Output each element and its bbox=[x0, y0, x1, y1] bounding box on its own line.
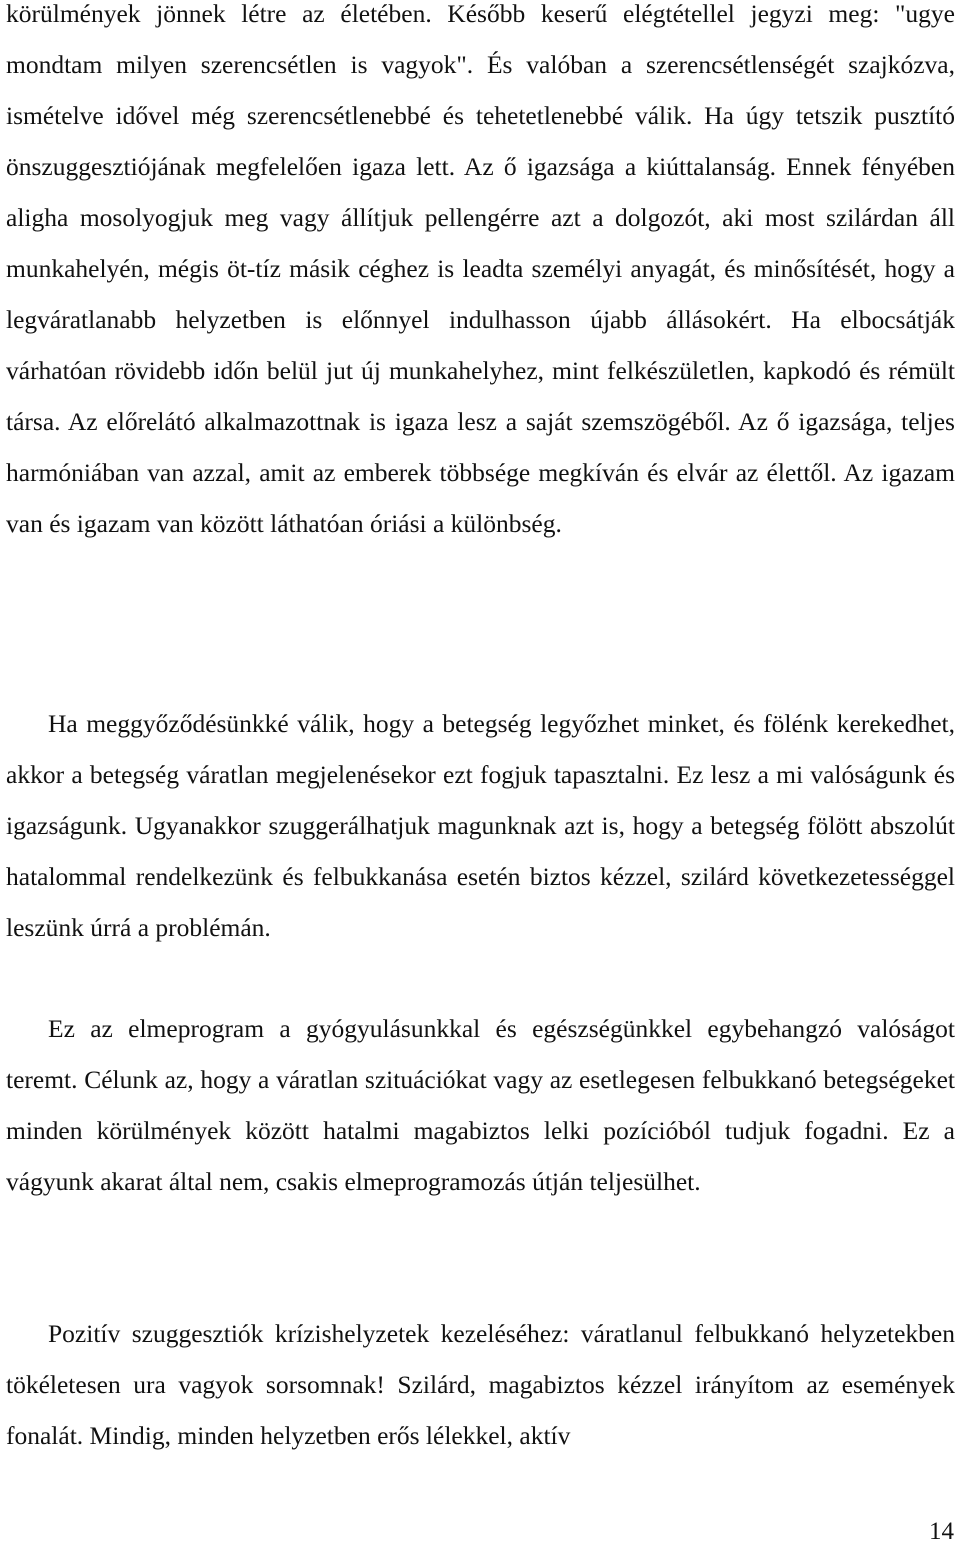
page-number: 14 bbox=[929, 1518, 954, 1545]
paragraph-2: Ha meggyőződésünkké válik, hogy a betegség legyőzhet minket, és fölénk kerekedhet, akkor a betegség váratlan megjelenésekor ezt fogjuk tapasztalni. Ez lesz a mi valóságunk és igazságunk. Ugyanakkor szuggerálhatjuk magunknak azt is, hogy a betegség fölött abszolút hatalommal rendelkezünk és felbukkanása esetén biztos kézzel, szilárd következetességgel leszünk úrrá a problémán. bbox=[6, 709, 955, 942]
paragraph-1: körülmények jönnek létre az életében. Később keserű elégtétellel jegyzi meg: "ugye mondtam milyen szerencsétlen is vagyok". És valóban a szerencsétlenségét szajkózva, ismételve idővel még szerencsétlenebbé és tehetetlenebbé válik. Ha úgy tetszik pusztító önszuggesztiójának megfelelően igaza lett. Az ő igazsága a kiúttalanság. Ennek fényében aligha mosolyogjuk meg vagy állítjuk pellengérre azt a dolgozót, aki most szilárdan áll munkahelyén, mégis öt-tíz másik céghez is leadta személyi anyagát, és minősítését, hogy a legváratlanabb helyzetben is előnnyel indulhasson újabb állásokért. Ha elbocsátják várhatóan rövidebb időn belül jut új munkahelyhez, mint felkészületlen, kapkodó és rémült társa. Az előrelátó alkalmazottnak is igaza lesz a saját szemszögéből. Az ő igazsága, teljes harmóniában van azzal, amit az emberek többsége megkíván és elvár az élettől. Az igazam van és igazam van között láthatóan óriási a különbség. bbox=[6, 0, 955, 538]
paragraph-4: Pozitív szuggesztiók krízishelyzetek kezeléséhez: váratlanul felbukkanó helyzetekben tökéletesen ura vagyok sorsomnak! Szilárd, magabiztos kézzel irányítom az események fonalát. Mindig, minden helyzetben erős lélekkel, aktív bbox=[6, 1319, 955, 1450]
paragraph-3: Ez az elmeprogram a gyógyulásunkkal és egészségünkkel egybehangzó valóságot teremt. Célunk az, hogy a váratlan szituációkat vagy az esetlegesen felbukkanó betegségeket minden körülmények között hatalmi magabiztos lelki pozícióból tudjuk fogadni. Ez a vágyunk akarat által nem, csakis elmeprogramozás útján teljesülhet. bbox=[6, 1014, 955, 1196]
